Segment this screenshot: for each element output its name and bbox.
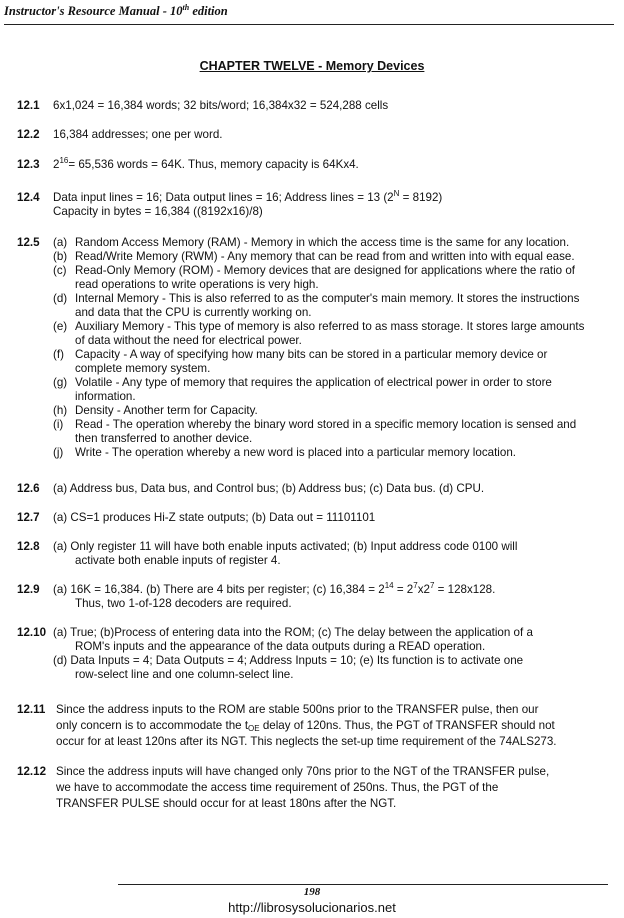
item-label: (c) bbox=[53, 264, 67, 277]
problem-number: 12.3 bbox=[17, 158, 40, 171]
problem-number: 12.4 bbox=[17, 191, 40, 204]
page-number: 198 bbox=[303, 886, 321, 898]
text-part: (a) 16K = 16,384. (b) There are 4 bits per register; (c) 16,384 = 2 bbox=[53, 583, 385, 596]
definition-item bbox=[53, 376, 617, 404]
footer-url: http://librosysolucionarios.net bbox=[228, 900, 396, 915]
item-text: Read - The operation whereby the binary word stored in a specific memory location is sensed and then transferred to another device. bbox=[75, 418, 577, 445]
text-part: = 128x128. bbox=[434, 583, 496, 596]
chapter-title: CHAPTER TWELVE - Memory Devices bbox=[199, 59, 425, 73]
problem-number: 12.5 bbox=[17, 236, 40, 249]
problem-text-line-3: occur for at least 120ns after its NGT. This neglects the set-up time requirement of the 74ALS273. bbox=[56, 735, 557, 748]
problem-text-line-2: Capacity in bytes = 16,384 ((8192x16)/8) bbox=[53, 205, 263, 218]
problem-text-line-1: (a) Only register 11 will have both enable inputs activated; (b) Input address code 0100 will bbox=[53, 540, 518, 553]
item-label: (j) bbox=[53, 446, 64, 459]
problem-text-line-1: Since the address inputs will have changed only 70ns prior to the NGT of the TRANSFER pulse, bbox=[56, 765, 550, 778]
problem-text-line-2: ROM's inputs and the appearance of the data outputs during a READ operation. bbox=[75, 640, 486, 653]
definition-item bbox=[53, 292, 617, 320]
text-part: Data input lines = 16; Data output lines = 16; Address lines = 13 (2 bbox=[53, 191, 394, 204]
problem-12-12 bbox=[17, 764, 617, 812]
problem-12-4 bbox=[17, 191, 617, 219]
problem-text-line-1 bbox=[53, 191, 617, 205]
problem-number: 12.10 bbox=[17, 626, 47, 639]
problem-text-line-4: row-select line and one column-select line. bbox=[75, 668, 294, 681]
definition-item bbox=[53, 348, 617, 376]
definition-item bbox=[53, 418, 617, 446]
item-label: (i) bbox=[53, 418, 64, 431]
item-text: Density - Another term for Capacity. bbox=[75, 404, 258, 417]
superscript: 16 bbox=[59, 156, 69, 165]
problem-12-7 bbox=[17, 511, 617, 525]
item-text: Read-Only Memory (ROM) - Memory devices that are designed for applications where the ratio of read operations to write operations is very high. bbox=[75, 264, 576, 291]
problem-text-line-1 bbox=[53, 583, 617, 597]
item-label: (b) bbox=[53, 250, 68, 263]
item-label: (f) bbox=[53, 348, 64, 361]
problem-12-6 bbox=[17, 482, 617, 496]
header-text: Instructor's Resource Manual - 10 bbox=[4, 4, 183, 19]
item-label: (g) bbox=[53, 376, 68, 389]
text-part: x2 bbox=[417, 583, 430, 596]
item-label: (e) bbox=[53, 320, 68, 333]
problem-text-line-1: (a) True; (b)Process of entering data into the ROM; (c) The delay between the application of a bbox=[53, 626, 533, 639]
problem-text-line-2 bbox=[56, 718, 617, 734]
problem-number: 12.9 bbox=[17, 583, 40, 596]
footer-rule bbox=[118, 884, 608, 885]
definition-item bbox=[53, 320, 617, 348]
problem-text-line-3: (d) Data Inputs = 4; Data Outputs = 4; Address Inputs = 10; (e) Its function is to activate one bbox=[53, 654, 524, 667]
item-text: Capacity - A way of specifying how many bits can be stored in a particular memory device or complete memory system. bbox=[75, 348, 548, 375]
definition-item bbox=[53, 250, 617, 264]
problem-12-11 bbox=[17, 702, 617, 750]
problem-number: 12.11 bbox=[17, 703, 46, 716]
definition-item bbox=[53, 446, 617, 460]
text-part: = 2 bbox=[393, 583, 414, 596]
problem-12-5 bbox=[17, 236, 617, 460]
problem-12-10 bbox=[17, 626, 617, 682]
superscript: 7 bbox=[413, 581, 418, 590]
problem-number: 12.1 bbox=[17, 99, 40, 112]
problem-text: (a) CS=1 produces Hi-Z state outputs; (b) Data out = 11101101 bbox=[53, 511, 376, 524]
problem-12-1 bbox=[17, 99, 617, 113]
text-part: = 65,536 words = 64K. Thus, memory capacity is 64Kx4. bbox=[68, 158, 359, 171]
definition-item bbox=[53, 236, 617, 250]
item-text: Internal Memory - This is also referred to as the computer's main memory. It stores the instructions and data that the CPU is currently working on. bbox=[75, 292, 580, 319]
problem-number: 12.6 bbox=[17, 482, 40, 495]
problem-number: 12.7 bbox=[17, 511, 40, 524]
definition-list bbox=[53, 236, 617, 460]
problem-text-line-1: Since the address inputs to the ROM are stable 500ns prior to the TRANSFER pulse, then our bbox=[56, 703, 539, 716]
item-text: Read/Write Memory (RWM) - Any memory that can be read from and written into with equal ease. bbox=[75, 250, 575, 263]
problem-12-8 bbox=[17, 540, 617, 568]
problem-text: 6x1,024 = 16,384 words; 32 bits/word; 16,384x32 = 524,288 cells bbox=[53, 99, 389, 112]
text-part: only concern is to accommodate the t bbox=[56, 719, 249, 732]
problem-text bbox=[53, 158, 617, 172]
problem-text: (a) Address bus, Data bus, and Control bus; (b) Address bus; (c) Data bus. (d) CPU. bbox=[53, 482, 485, 495]
problem-text-line-2: we have to accommodate the access time requirement of 250ns. Thus, the PGT of the bbox=[56, 781, 499, 794]
subscript: OE bbox=[248, 724, 260, 733]
problem-number: 12.12 bbox=[17, 765, 47, 778]
superscript: 14 bbox=[384, 581, 394, 590]
header-sup: th bbox=[182, 3, 190, 12]
text-part: = 8192) bbox=[399, 191, 443, 204]
problem-text-line-3: TRANSFER PULSE should occur for at least 180ns after the NGT. bbox=[56, 797, 397, 810]
item-text: Random Access Memory (RAM) - Memory in which the access time is the same for any location. bbox=[75, 236, 570, 249]
item-label: (d) bbox=[53, 292, 68, 305]
item-text: Write - The operation whereby a new word is placed into a particular memory location. bbox=[75, 446, 516, 459]
problem-number: 12.8 bbox=[17, 540, 40, 553]
problem-text-line-2: activate both enable inputs of register 4. bbox=[75, 554, 281, 567]
problem-text-line-2: Thus, two 1-of-128 decoders are required. bbox=[75, 597, 292, 610]
text-part: 2 bbox=[53, 158, 60, 171]
item-label: (h) bbox=[53, 404, 68, 417]
item-label: (a) bbox=[53, 236, 68, 249]
problem-text: 16,384 addresses; one per word. bbox=[53, 128, 223, 141]
text-part: delay of 120ns. Thus, the PGT of TRANSFER should not bbox=[259, 719, 555, 732]
definition-item bbox=[53, 404, 617, 418]
superscript: 7 bbox=[429, 581, 435, 590]
header-suffix: edition bbox=[189, 4, 228, 19]
item-text: Auxiliary Memory - This type of memory is also referred to as mass storage. It stores large amounts of data without the need for electrical power. bbox=[75, 320, 585, 347]
item-text: Volatile - Any type of memory that requires the application of electrical power in order to store information. bbox=[75, 376, 552, 403]
problem-number: 12.2 bbox=[17, 128, 40, 141]
problem-12-2 bbox=[17, 128, 617, 142]
superscript: N bbox=[393, 189, 400, 198]
problem-12-9 bbox=[17, 583, 617, 611]
problem-12-3 bbox=[17, 158, 617, 172]
definition-item bbox=[53, 264, 617, 292]
